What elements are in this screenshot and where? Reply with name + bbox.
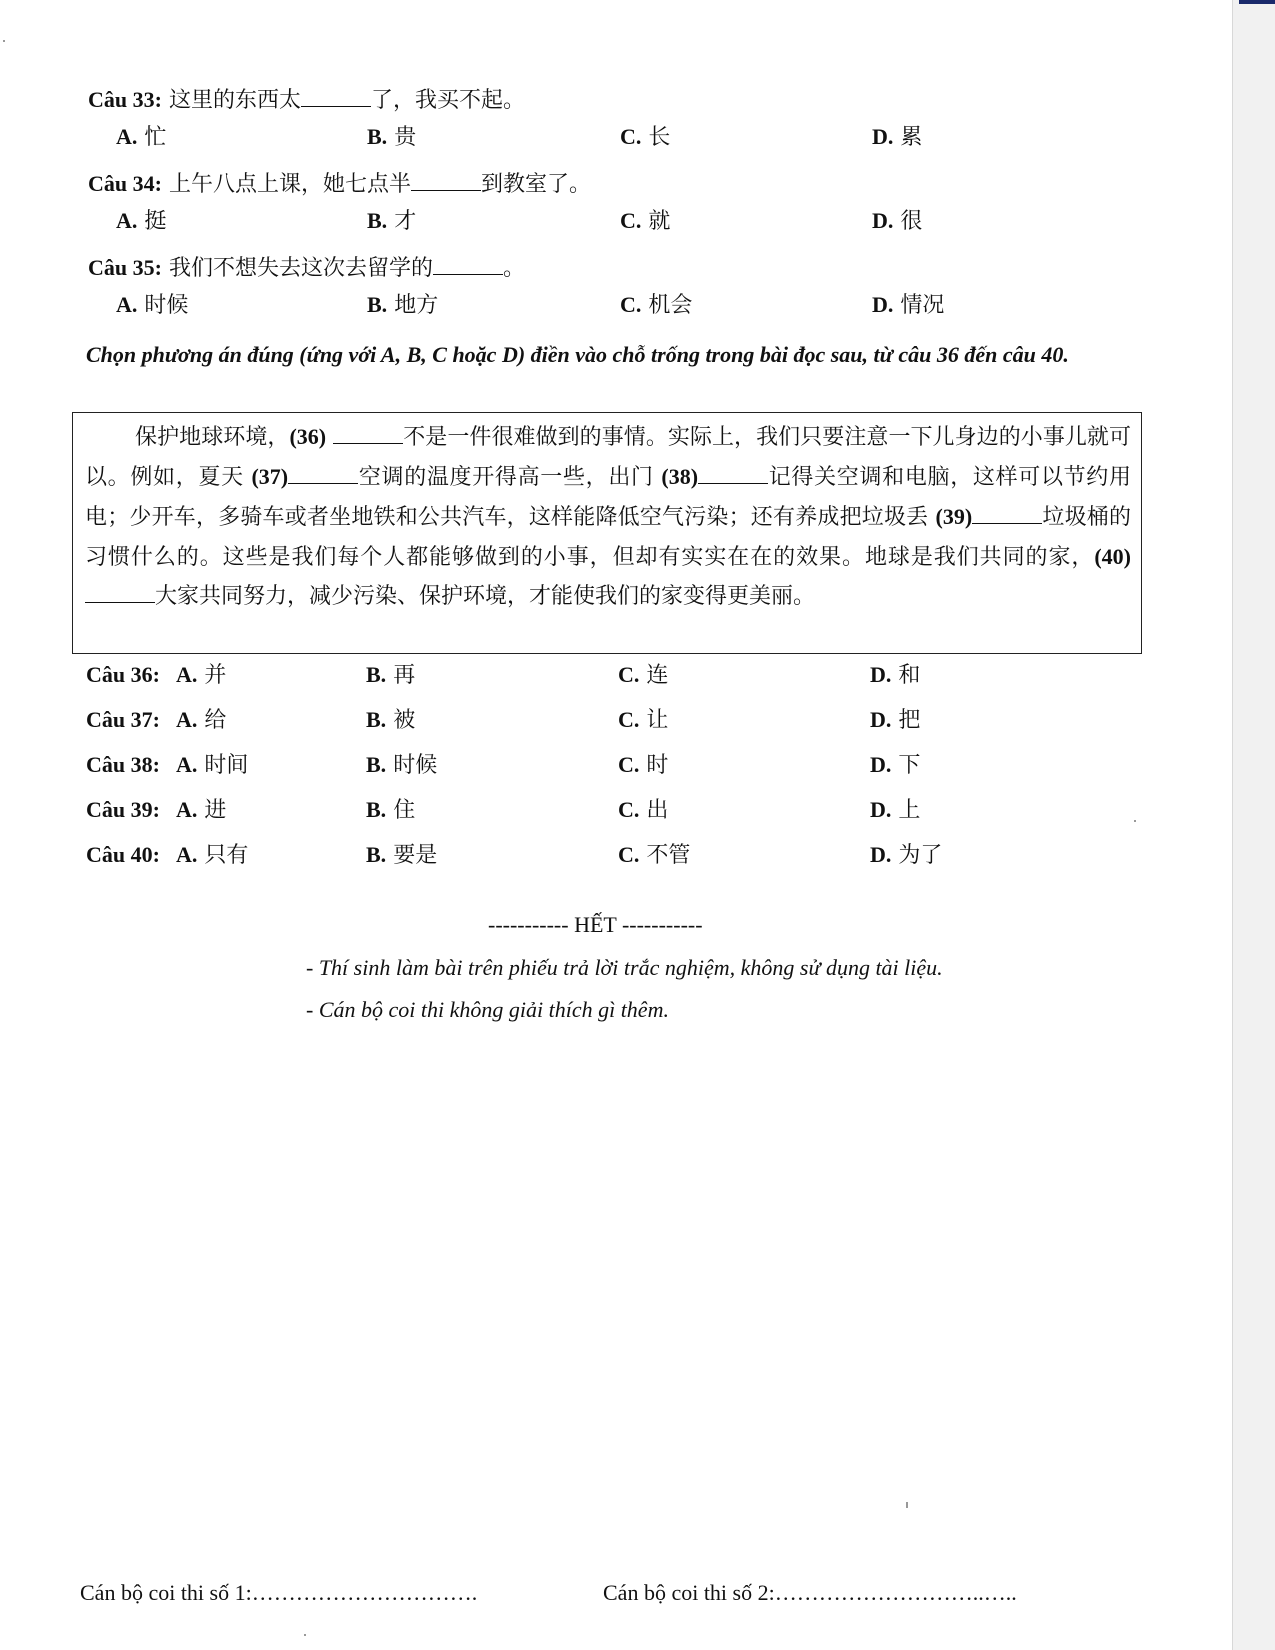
option-b [367, 206, 416, 237]
passage-text: 垃圾桶的习惯什么的。这些是我们每个人都能够做到的小事，但却有实实在在的效果。地球是我们共同的家， [85, 505, 1131, 570]
reading-passage [72, 412, 1142, 654]
question-34 [88, 168, 591, 200]
option-letter: A. [176, 842, 198, 867]
blank-line [288, 461, 358, 484]
option-a [116, 290, 188, 321]
option-text: 就 [648, 209, 671, 234]
option-text: 机会 [648, 293, 693, 318]
option-letter: D. [870, 797, 892, 822]
option-letter: D. [870, 752, 892, 777]
option-text: 上 [898, 798, 921, 823]
option-letter: A. [176, 752, 198, 777]
note-line: - Thí sinh làm bài trên phiếu trả lời trắc nghiệm, không sử dụng tài liệu. [306, 955, 943, 980]
scan-speck [1134, 820, 1136, 822]
option-letter: B. [367, 208, 388, 233]
option-text: 连 [646, 663, 669, 688]
signature-line-1: Cán bộ coi thi số 1:…………………………. [80, 1580, 478, 1605]
answer-row-36 [0, 660, 1275, 696]
option-letter: B. [367, 124, 388, 149]
option-letter: D. [872, 124, 894, 149]
question-stem-before: 上午八点上课，她七点半 [168, 172, 411, 197]
blank-number-38: (38) [661, 464, 699, 489]
section-instruction: Chọn phương án đúng (ứng với A, B, C hoặc D) điền vào chỗ trống trong bài đọc sau, từ câu 36 đến câu 40. [86, 342, 1069, 367]
option-letter: D. [872, 292, 894, 317]
option-letter: B. [366, 662, 387, 687]
option-letter: A. [116, 208, 138, 233]
option-letter: B. [366, 797, 387, 822]
option-text: 不管 [646, 843, 691, 868]
option-a [116, 122, 166, 153]
option-text: 要是 [393, 843, 438, 868]
scan-speck [906, 1502, 908, 1508]
option-text: 时间 [204, 753, 249, 778]
option-text: 很 [900, 209, 923, 234]
option-text: 累 [900, 125, 923, 150]
option-text: 挺 [144, 209, 167, 234]
option-text: 出 [646, 798, 669, 823]
option-letter: C. [620, 208, 642, 233]
question-label: Câu 38: [86, 752, 160, 777]
option-letter: B. [367, 292, 388, 317]
blank-number-39: (39) [935, 504, 973, 529]
option-c [620, 290, 692, 321]
scan-mark [1239, 0, 1275, 4]
blank-number-37: (37) [251, 464, 289, 489]
option-letter: A. [116, 124, 138, 149]
question-label: Câu 35: [88, 255, 162, 280]
option-letter: A. [176, 662, 198, 687]
question-label: Câu 36: [86, 662, 160, 687]
scan-speck [3, 40, 5, 42]
question-label: Câu 34: [88, 171, 162, 196]
scan-speck [304, 1634, 306, 1636]
passage-text: 不是一件很难做到的事情。实际上，我们只要注意一下儿身边的小事儿就可以。例如，夏天 [85, 425, 1131, 490]
option-d [872, 290, 944, 321]
option-text: 只有 [204, 843, 249, 868]
passage-text: 记得关空调和电脑，这样可以节约用电；少开车，多骑车或者坐地铁和公共汽车，这样能降低空气污染；还有养成把垃圾丢 [85, 465, 1131, 530]
blank-line [411, 168, 481, 191]
blank-line [698, 461, 768, 484]
question-label: Câu 33: [88, 87, 162, 112]
option-text: 被 [393, 708, 416, 733]
option-text: 时候 [393, 753, 438, 778]
passage-text: 大家共同努力，减少污染、保护环境，才能使我们的家变得更美丽。 [155, 584, 816, 609]
option-c [620, 122, 670, 153]
blank-number-40: (40) [1094, 544, 1131, 569]
option-letter: C. [618, 752, 640, 777]
option-b [367, 122, 416, 153]
option-letter: C. [618, 707, 640, 732]
options-35 [0, 290, 1275, 322]
option-d [872, 206, 922, 237]
option-letter: C. [620, 124, 642, 149]
question-label: Câu 37: [86, 707, 160, 732]
option-letter: D. [870, 707, 892, 732]
question-stem-after: 到教室了。 [480, 172, 591, 197]
option-text: 给 [204, 708, 227, 733]
option-text: 再 [393, 663, 416, 688]
option-letter: A. [176, 797, 198, 822]
option-text: 和 [898, 663, 921, 688]
blank-line [333, 421, 403, 444]
options-34 [0, 206, 1275, 238]
option-text: 下 [898, 753, 921, 778]
option-text: 时候 [144, 293, 189, 318]
question-stem-before: 这里的东西太 [168, 88, 301, 113]
question-35 [88, 252, 525, 284]
option-letter: C. [620, 292, 642, 317]
question-stem-after: 了，我买不起。 [370, 88, 525, 113]
option-letter: D. [872, 208, 894, 233]
question-stem-before: 我们不想失去这次去留学的 [168, 256, 433, 281]
option-letter: D. [870, 842, 892, 867]
option-letter: C. [618, 797, 640, 822]
option-text: 把 [898, 708, 921, 733]
answer-row-37 [0, 705, 1275, 741]
blank-line [972, 501, 1042, 524]
option-c [620, 206, 670, 237]
option-letter: C. [618, 662, 640, 687]
question-label: Câu 40: [86, 842, 160, 867]
end-marker: ----------- HẾT ----------- [488, 912, 703, 937]
question-stem-after: 。 [502, 256, 525, 281]
answer-row-38 [0, 750, 1275, 786]
option-letter: B. [366, 842, 387, 867]
signature-line-2: Cán bộ coi thi số 2:………………………..….. [603, 1580, 1017, 1605]
option-text: 地方 [394, 293, 439, 318]
option-text: 并 [204, 663, 227, 688]
answer-row-40 [0, 840, 1275, 876]
option-text: 进 [204, 798, 227, 823]
option-text: 忙 [144, 125, 167, 150]
option-letter: B. [366, 707, 387, 732]
note-line: - Cán bộ coi thi không giải thích gì thêm. [306, 997, 669, 1022]
option-text: 长 [648, 125, 671, 150]
option-text: 情况 [900, 293, 945, 318]
option-text: 让 [646, 708, 669, 733]
option-letter: C. [618, 842, 640, 867]
passage-text: 保护地球环境， [135, 425, 290, 450]
option-d [872, 122, 922, 153]
option-letter: B. [366, 752, 387, 777]
answer-row-39 [0, 795, 1275, 831]
option-b [367, 290, 438, 321]
options-33 [0, 122, 1275, 154]
option-text: 时 [646, 753, 669, 778]
blank-line [301, 84, 371, 107]
blank-number-36: (36) [289, 424, 327, 449]
blank-line [433, 252, 503, 275]
option-letter: A. [116, 292, 138, 317]
passage-text: 空调的温度开得高一些，出门 [358, 465, 654, 490]
option-text: 为了 [898, 843, 943, 868]
option-a [116, 206, 166, 237]
option-text: 住 [393, 798, 416, 823]
option-letter: A. [176, 707, 198, 732]
option-text: 贵 [394, 125, 417, 150]
question-label: Câu 39: [86, 797, 160, 822]
option-text: 才 [394, 209, 417, 234]
question-33 [88, 84, 525, 116]
option-letter: D. [870, 662, 892, 687]
blank-line [85, 580, 155, 603]
